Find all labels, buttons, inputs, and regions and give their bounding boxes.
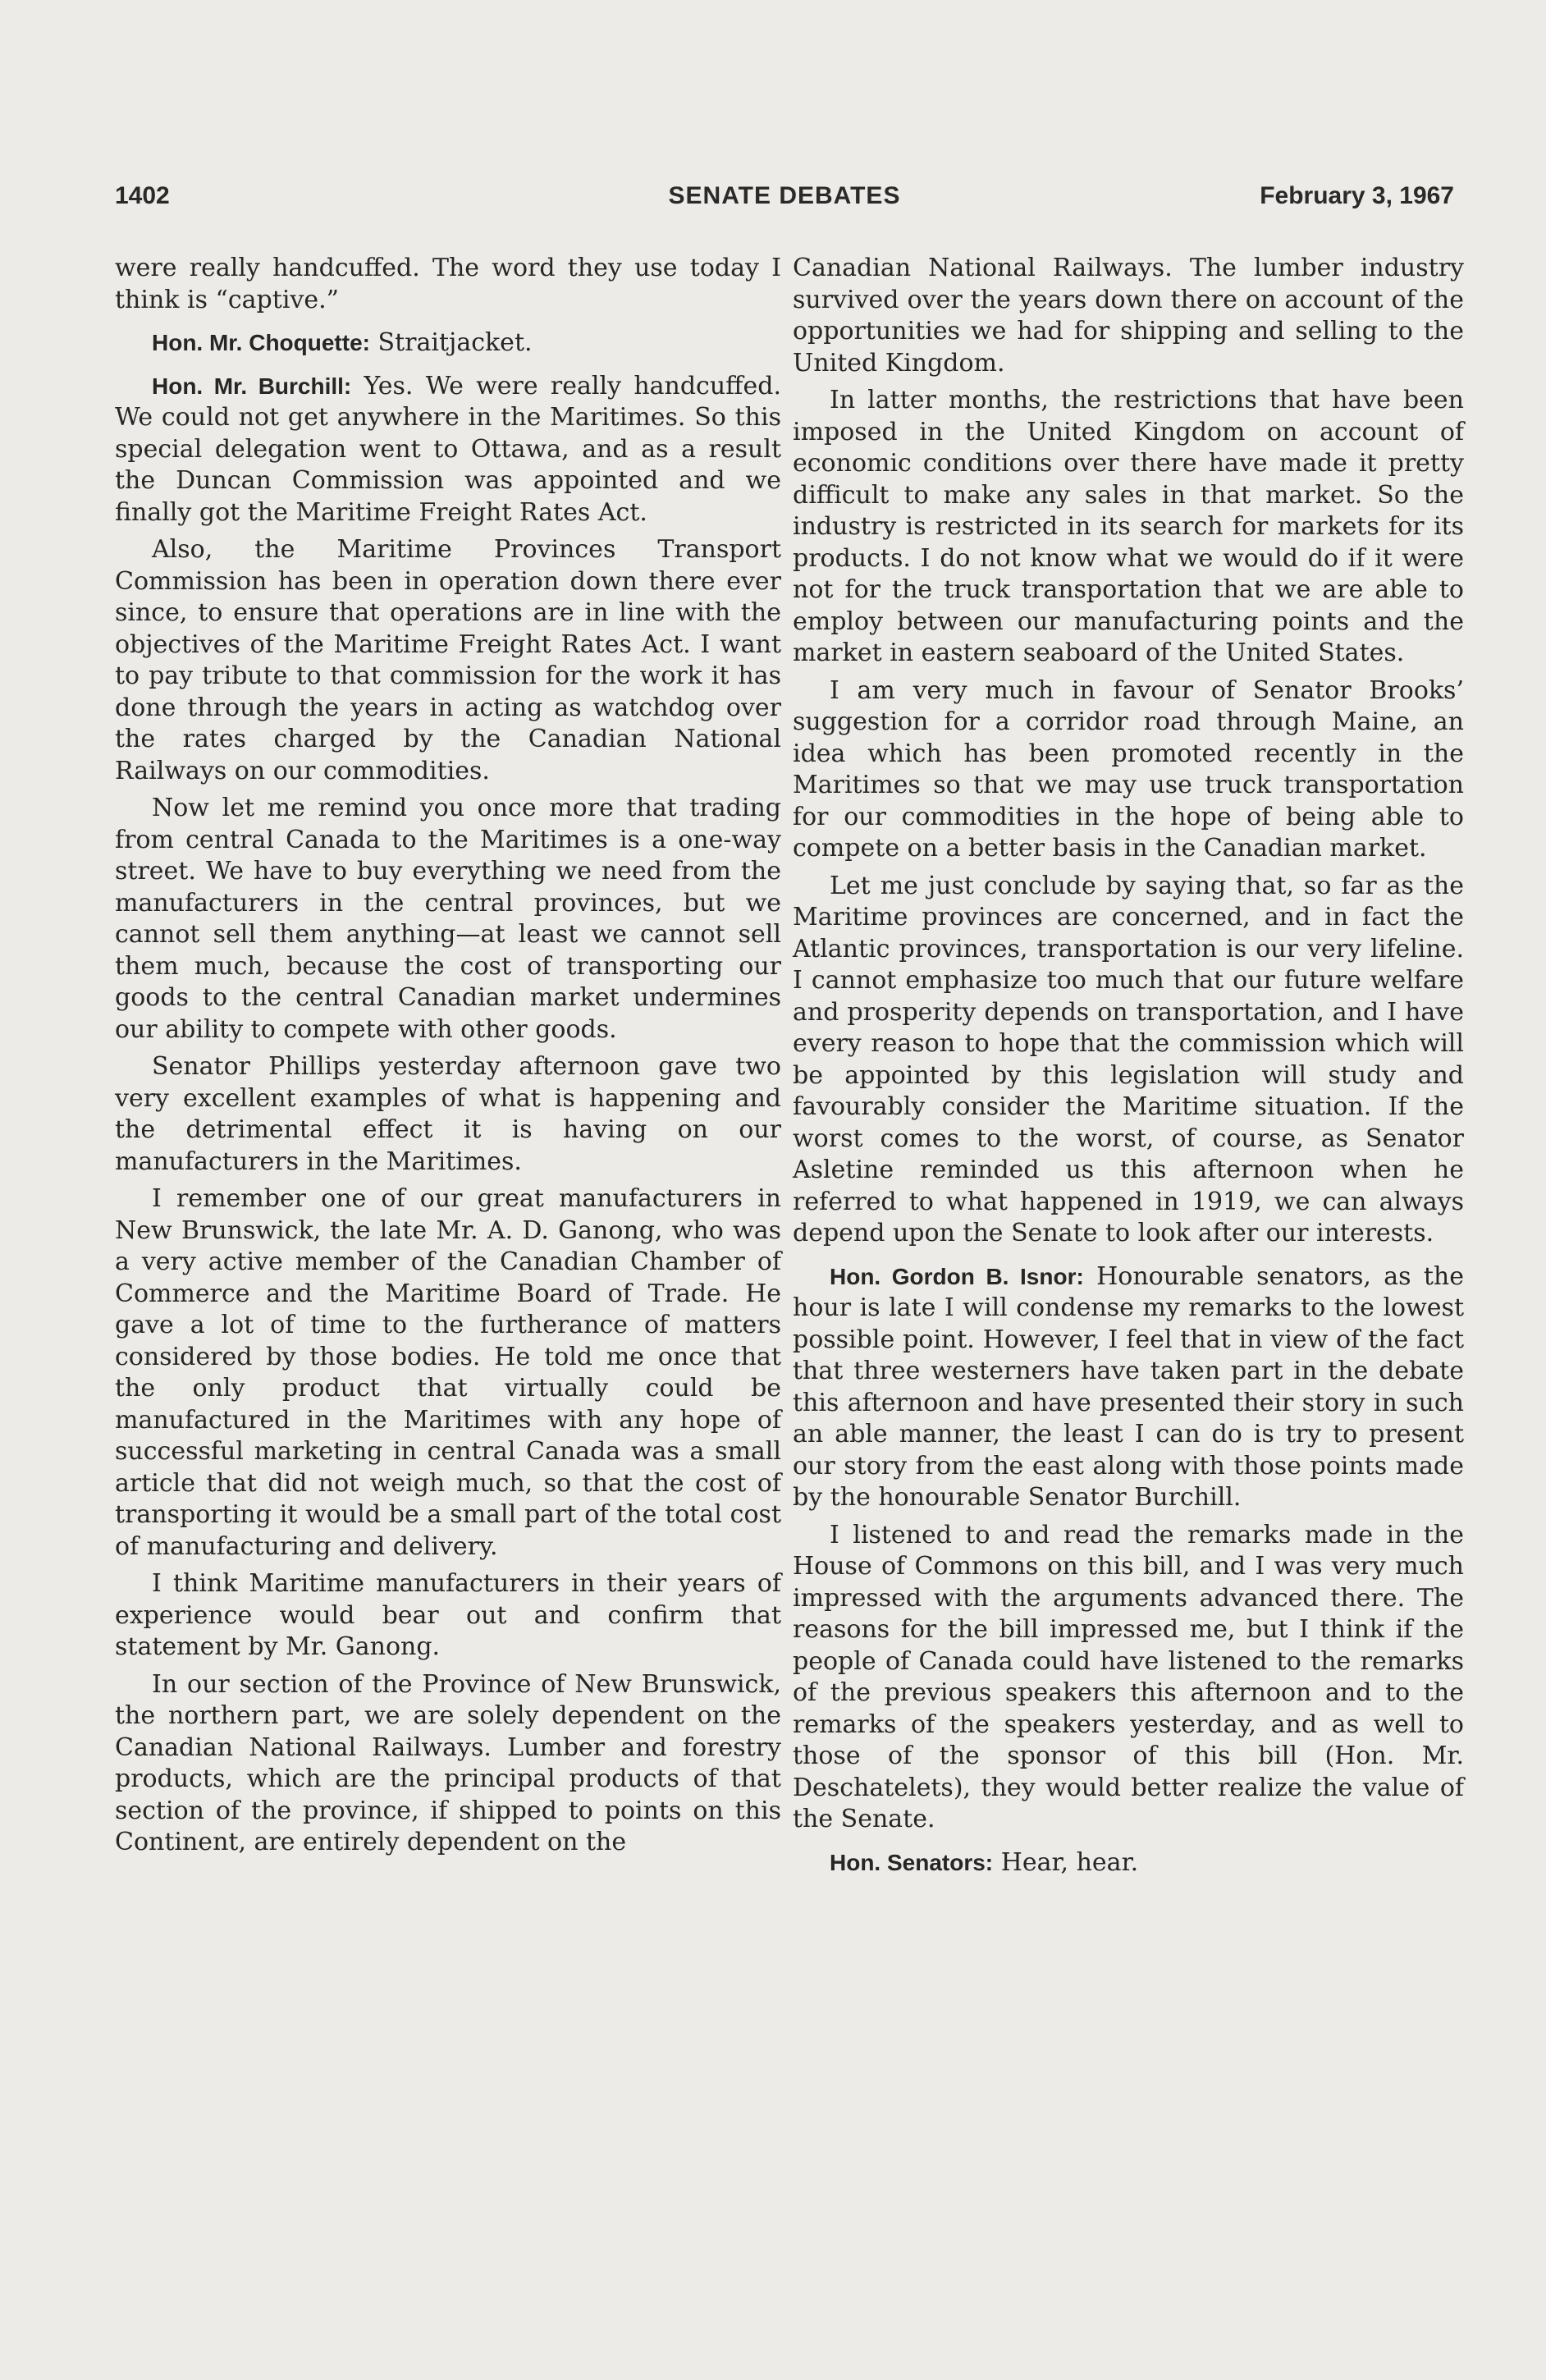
- paragraph-text: I think Maritime manufacturers in their years of experience would bear out and confirm that statement by Mr. Ganong.: [115, 1569, 781, 1661]
- paragraph-text: Yes. We were really handcuffed. We could not get anywhere in the Maritimes. So this special delegation went to Ottawa, and as a result the Duncan Commission was appointed and we finally got the Maritime Freight Rates Act.: [115, 371, 781, 527]
- paragraph-text: Canadian National Railways. The lumber industry survived over the years down there on account of the opportunities we had for shipping and selling to the United Kingdom.: [793, 254, 1464, 378]
- paragraph-text: Senator Phillips yesterday afternoon gave two very excellent examples of what is happening and the detrimental effect it is having on our manufacturers in the Maritimes.: [115, 1052, 781, 1176]
- paragraph-text: I am very much in favour of Senator Brooks’ suggestion for a corridor road through Maine, an idea which has been promoted recently in the Maritimes so that we may use truck transportation for our commodities in the hope of being able to compete on a better basis in the Canadian market.: [793, 675, 1464, 863]
- paragraph-text: In latter months, the restrictions that have been imposed in the United Kingdom on account of economic conditions over there have made it pretty difficult to make any sales in that market. So the industry is restricted in its search for markets for its products. I do not know what we would do if it were not for the truck transportation that we are able to employ between our manufacturing points and the market in eastern seaboard of the United States.: [793, 386, 1464, 667]
- speech-paragraph: [793, 1261, 1464, 1514]
- paragraph: [793, 675, 1464, 865]
- paragraph: [793, 871, 1464, 1250]
- paragraph: [115, 1568, 781, 1664]
- page-header: [115, 182, 1454, 223]
- paragraph: [793, 1520, 1464, 1836]
- right-column: [793, 253, 1464, 1884]
- publication-title: SENATE DEBATES: [668, 182, 901, 209]
- paragraph-text: Straitjacket.: [377, 328, 533, 357]
- paragraph: [115, 1669, 781, 1859]
- paragraph-text: Honourable senators, as the hour is late I will condense my remarks to the lowest possible point. However, I feel that in view of the fact that three westerners have taken part in the debate this afternoon and have presented their story in such an able manner, the least I can do is try to present our story from the east along with those points made by the honourable Senator Burchill.: [793, 1261, 1464, 1512]
- speaker-name: Hon. Mr. Choquette:: [152, 330, 370, 355]
- speaker-name: Hon. Senators:: [830, 1849, 994, 1875]
- speaker-name: Hon. Gordon B. Isnor:: [830, 1263, 1084, 1289]
- paragraph: [115, 534, 781, 787]
- paragraph: [115, 1183, 781, 1563]
- paragraph: [115, 1051, 781, 1178]
- speech-paragraph: [115, 327, 781, 359]
- paragraph-text: Now let me remind you once more that trading from central Canada to the Maritimes is a one-way street. We have to buy everything we need from the manufacturers in the central provinces, but we cannot sell them anything—at least we cannot sell them much, because the cost of transporting our goods to the central Canadian market undermines our ability to compete with other goods.: [115, 794, 781, 1044]
- paragraph-text: Hear, hear.: [1000, 1847, 1139, 1877]
- paragraph-text: Also, the Maritime Provinces Transport Commission has been in operation down there ever since, to ensure that operations are in line with the objectives of the Maritime Freight Rates Act. I want to pay tribute to that commission for the work it has done through the years in acting as watchdog over the rates charged by the Canadian National Railways on our commodities.: [115, 535, 781, 785]
- paragraph-text: were really handcuffed. The word they use today I think is “captive.”: [115, 254, 781, 314]
- paragraph-text: I listened to and read the remarks made in the House of Commons on this bill, and I was very much impressed with the arguments advanced there. The reasons for the bill impressed me, but I think if the people of Canada could have listened to the remarks of the previous speakers this afternoon and to the remarks of the speakers yesterday, and as well to those of the sponsor of this bill (Hon. Mr. Deschatelets), they would better realize the value of the Senate.: [793, 1520, 1464, 1833]
- paragraph: [115, 253, 781, 316]
- paragraph: [793, 253, 1464, 379]
- left-column: [115, 253, 781, 1865]
- speech-paragraph: [793, 1847, 1464, 1879]
- publication-date: February 3, 1967: [1260, 182, 1454, 209]
- paragraph-text: I remember one of our great manufacturers in New Brunswick, the late Mr. A. D. Ganong, who was a very active member of the Canadian Chamber of Commerce and the Maritime Board of Trade. He gave a lot of time to the furtherance of matters considered by those bodies. He told me once that the only product that virtually could be manufactured in the Maritimes with any hope of successful marketing in central Canada was a small article that did not weigh much, so that the cost of transporting it would be a small part of the total cost of manufacturing and delivery.: [115, 1184, 781, 1561]
- paragraph-text: Let me just conclude by saying that, so far as the Maritime provinces are concerned, and in fact the Atlantic provinces, transportation is our very lifeline. I cannot emphasize too much that our future welfare and prosperity depends on transportation, and I have every reason to hope that the commission which will be appointed by this legislation will study and favourably consider the Maritime situation. If the worst comes to the worst, of course, as Senator Asletine reminded us this afternoon when he referred to what happened in 1919, we can always depend upon the Senate to look after our interests.: [793, 871, 1464, 1247]
- paragraph-text: In our section of the Province of New Brunswick, the northern part, we are solely dependent on the Canadian National Railways. Lumber and forestry products, which are the principal products of that section of the province, if shipped to points on this Continent, are entirely dependent on the: [115, 1669, 781, 1856]
- paragraph: [115, 793, 781, 1046]
- speaker-name: Hon. Mr. Burchill:: [152, 373, 352, 399]
- page-number: 1402: [115, 182, 170, 209]
- paragraph: [793, 385, 1464, 670]
- speech-paragraph: [115, 371, 781, 529]
